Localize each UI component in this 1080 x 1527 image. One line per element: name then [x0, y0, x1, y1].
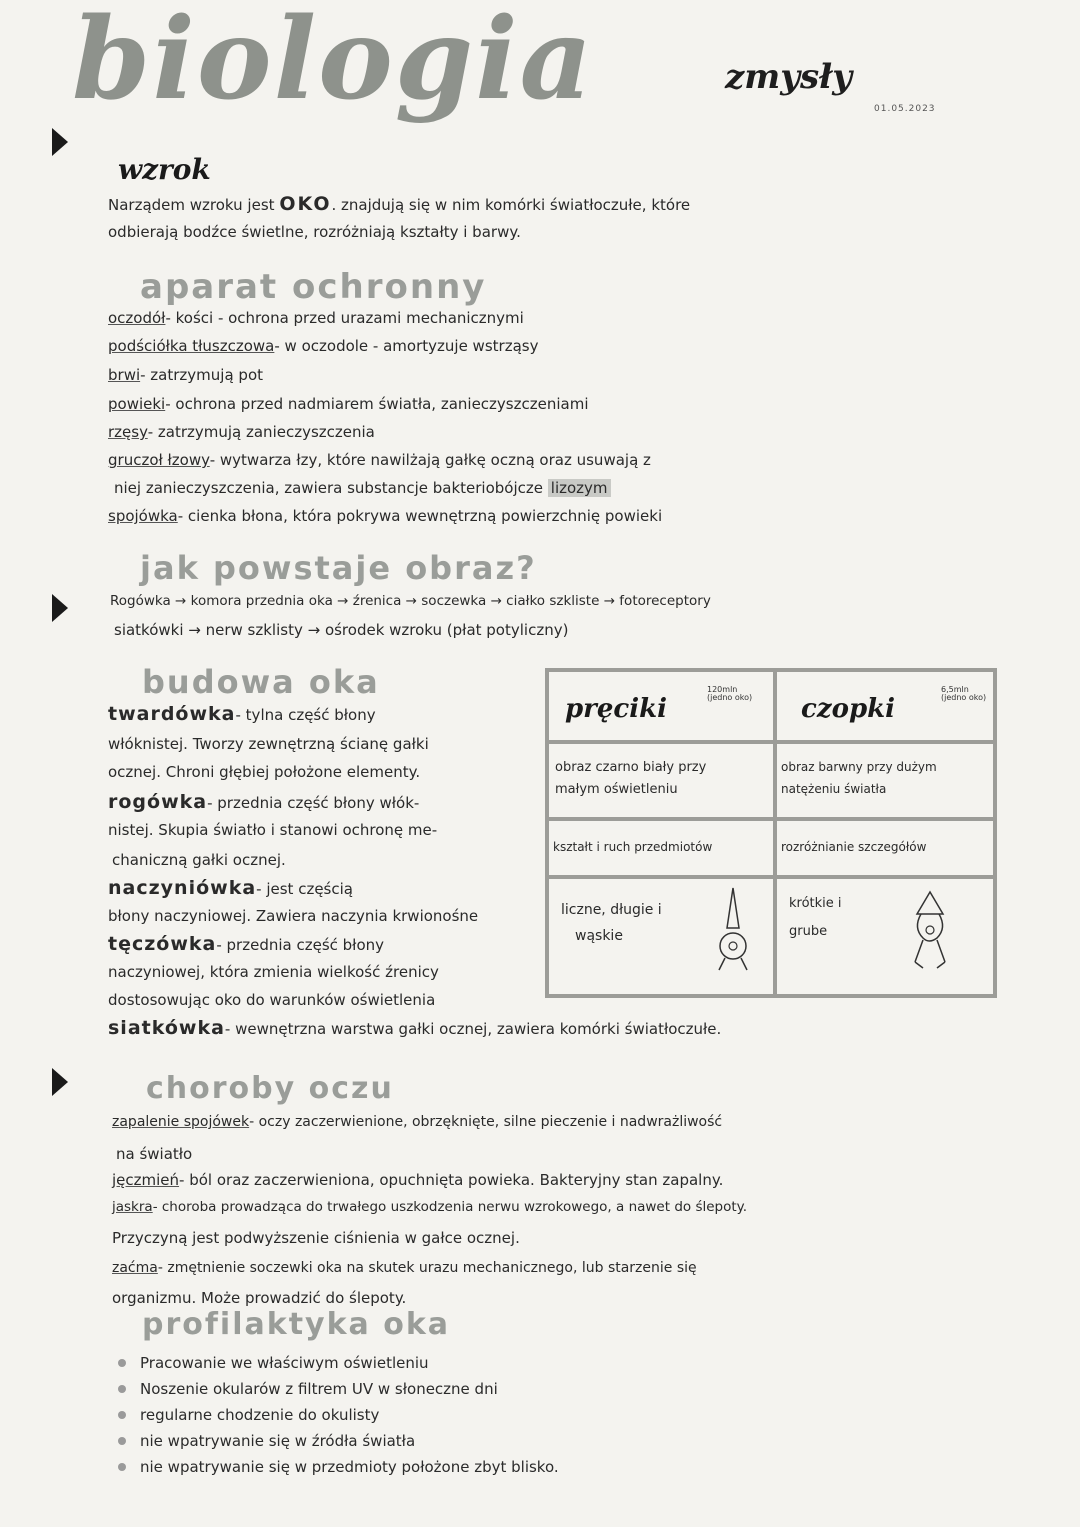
twardowka-desc: - tylna część błony: [235, 706, 376, 724]
list-item-text: Noszenie okularów z filtrem UV w słoneczne dni: [140, 1380, 498, 1398]
aparat-desc: - kości - ochrona przed urazami mechanicznymi: [165, 309, 524, 327]
aparat-term: podściółka tłuszczowa: [108, 337, 275, 355]
twardowka-line-1: [108, 704, 376, 726]
siatkowka-desc: - wewnętrzna warstwa gałki ocznej, zawiera komórki światłoczułe.: [224, 1020, 722, 1038]
aparat-term: rzęsy: [108, 423, 148, 441]
table-cell: natężeniu światła: [781, 782, 887, 796]
list-item: [118, 1428, 559, 1454]
list-item: [118, 1350, 559, 1376]
teczowka-line-3: dostosowując oko do warunków oświetlenia: [108, 991, 436, 1009]
table-cell: rozróżnianie szczegółów: [781, 840, 927, 854]
heading-budowa-oka: budowa oka: [142, 663, 380, 701]
bullet-icon: [118, 1359, 126, 1367]
list-item-text: nie wpatrywanie się w źródła światła: [140, 1432, 416, 1450]
heading-aparat-ochronny: aparat ochronny: [140, 267, 487, 307]
jeczmien-term: jęczmień: [112, 1171, 180, 1189]
list-item: [118, 1402, 559, 1428]
rods-cones-table: [545, 668, 997, 998]
aparat-desc: - zatrzymują zanieczyszczenia: [147, 423, 375, 441]
obraz-line-2: siatkówki → nerw szklisty → ośrodek wzroku (płat potyliczny): [114, 621, 569, 639]
rogowka-desc: - przednia część błony włók-: [207, 794, 420, 812]
table-cell: obraz barwny przy dużym: [781, 760, 937, 774]
naczyniowka-line-2: błony naczyniowej. Zawiera naczynia krwionośne: [108, 907, 479, 925]
zapalenie-term: zapalenie spojówek: [112, 1114, 250, 1130]
table-note-czopki: 6,5mln (jedno oko): [941, 685, 987, 703]
siatkowka-term: siatkówka: [108, 1017, 225, 1039]
table-cell: obraz czarno biały przy: [555, 760, 707, 775]
naczyniowka-term: naczyniówka: [108, 877, 257, 899]
rogowka-term: rogówka: [108, 791, 208, 813]
twardowka-line-3: ocznej. Chroni głębiej położone elementy.: [108, 763, 421, 781]
heading-wzrok: wzrok: [118, 153, 211, 186]
rogowka-line-3: chaniczną gałki ocznej.: [112, 851, 286, 869]
siatkowka-line-1: [108, 1018, 721, 1040]
table-divider: [549, 740, 993, 744]
jaskra-line-1: [112, 1200, 747, 1216]
table-cell: kształt i ruch przedmiotów: [553, 840, 713, 854]
zacma-line-1: [112, 1260, 697, 1276]
table-divider: [549, 817, 993, 821]
jeczmien-desc: - ból oraz zaczerwieniona, opuchnięta powieka. Bakteryjny stan zapalny.: [179, 1171, 724, 1189]
bullet-icon: [118, 1463, 126, 1471]
table-note-preciki: 120mln (jedno oko): [707, 685, 753, 703]
table-cell: małym oświetleniu: [555, 782, 678, 797]
teczowka-term: tęczówka: [108, 933, 217, 955]
intro-line-1: [108, 194, 690, 216]
aparat-item: [108, 338, 538, 355]
list-item-text: regularne chodzenie do okulisty: [140, 1406, 380, 1424]
aparat-desc: - cienka błona, która pokrywa wewnętrzną powierzchnię powieki: [177, 507, 663, 525]
table-cell: liczne, długie i: [561, 902, 662, 918]
binder-hole-icon: [52, 1068, 68, 1096]
list-item: [118, 1454, 559, 1480]
gruczol-text: niej zanieczyszczenia, zawiera substancje bakteriobójcze: [114, 479, 543, 497]
list-item-text: Pracowanie we właściwym oświetleniu: [140, 1354, 429, 1372]
jaskra-desc: - choroba prowadząca do trwałego uszkodzenia nerwu wzrokowego, a nawet do ślepoty.: [152, 1199, 748, 1215]
intro-text-b: . znajdują się w nim komórki światłoczułe, które: [331, 196, 691, 214]
aparat-item: [108, 396, 589, 413]
zacma-term: zaćma: [112, 1260, 158, 1276]
aparat-item: [108, 367, 263, 384]
twardowka-line-2: włóknistej. Tworzy zewnętrzną ścianę gałki: [108, 735, 429, 753]
jaskra-term: jaskra: [112, 1199, 153, 1215]
teczowka-line-2: naczyniowej, która zmienia wielkość źrenicy: [108, 963, 439, 981]
table-cell: krótkie i: [789, 896, 842, 911]
aparat-item-spojowka: [108, 508, 662, 525]
page-date: 01.05.2023: [874, 104, 936, 114]
table-cell: wąskie: [575, 928, 623, 944]
aparat-desc: - w oczodole - amortyzuje wstrząsy: [274, 337, 539, 355]
heading-choroby-oczu: choroby oczu: [146, 1071, 394, 1106]
intro-line-2: odbierają bodźce świetlne, rozróżniają kształty i barwy.: [108, 223, 521, 241]
bullet-icon: [118, 1385, 126, 1393]
zapalenie-line-1: [112, 1114, 722, 1130]
heading-jak-powstaje-obraz: jak powstaje obraz?: [140, 549, 537, 587]
teczowka-line-1: [108, 934, 384, 956]
intro-emphasis: OKO: [279, 193, 332, 215]
aparat-desc: - zatrzymują pot: [140, 366, 263, 384]
aparat-item: [108, 310, 524, 327]
aparat-desc: - ochrona przed nadmiarem światła, zanieczyszczeniami: [165, 395, 589, 413]
zapalenie-line-2: na światło: [116, 1145, 193, 1163]
aparat-term: brwi: [108, 366, 141, 384]
table-header-preciki: pręciki: [565, 694, 668, 724]
aparat-desc: - wytwarza łzy, które nawilżają gałkę oczną oraz usuwają z: [209, 451, 651, 469]
aparat-term: gruczoł łzowy: [108, 451, 210, 469]
table-header-czopki: czopki: [801, 694, 896, 724]
naczyniowka-line-1: [108, 878, 353, 900]
intro-text-a: Narządem wzroku jest: [108, 196, 275, 214]
gruczol-line-2: [114, 480, 611, 497]
jaskra-line-2: Przyczyną jest podwyższenie ciśnienia w gałce ocznej.: [112, 1229, 520, 1247]
list-item-text: nie wpatrywanie się w przedmioty położone zbyt blisko.: [140, 1458, 559, 1476]
aparat-term: oczodół: [108, 309, 166, 327]
twardowka-term: twardówka: [108, 703, 236, 725]
table-cell: grube: [789, 924, 828, 939]
lizozym-highlight: lizozym: [548, 479, 611, 497]
page-subtitle: zmysły: [725, 57, 853, 97]
rogowka-line-1: [108, 792, 419, 814]
page-title: biologia: [72, 0, 595, 125]
zacma-desc: - zmętnienie soczewki oka na skutek urazu mechanicznego, lub starzenie się: [157, 1260, 697, 1276]
rod-cell-icon: [713, 884, 753, 974]
rogowka-line-2: nistej. Skupia światło i stanowi ochronę me-: [108, 821, 438, 839]
table-divider: [773, 672, 777, 994]
zapalenie-desc: - oczy zaczerwienione, obrzęknięte, silne pieczenie i nadwrażliwość: [249, 1114, 723, 1130]
table-divider: [549, 875, 993, 879]
bullet-icon: [118, 1411, 126, 1419]
obraz-line-1: Rogówka → komora przednia oka → źrenica → soczewka → ciałko szkliste → fotoreceptory: [110, 593, 711, 609]
list-item: [118, 1376, 559, 1402]
zacma-line-2: organizmu. Może prowadzić do ślepoty.: [112, 1289, 407, 1307]
profilaktyka-list: [118, 1350, 559, 1480]
aparat-term: spojówka: [108, 507, 178, 525]
naczyniowka-desc: - jest częścią: [256, 880, 353, 898]
binder-hole-icon: [52, 594, 68, 622]
bullet-icon: [118, 1437, 126, 1445]
aparat-term: powieki: [108, 395, 166, 413]
aparat-item: [108, 452, 651, 469]
aparat-item: [108, 424, 375, 441]
jeczmien-line-1: [112, 1172, 723, 1189]
cone-cell-icon: [907, 888, 953, 972]
heading-profilaktyka-oka: profilaktyka oka: [142, 1307, 451, 1342]
teczowka-desc: - przednia część błony: [216, 936, 385, 954]
binder-hole-icon: [52, 128, 68, 156]
